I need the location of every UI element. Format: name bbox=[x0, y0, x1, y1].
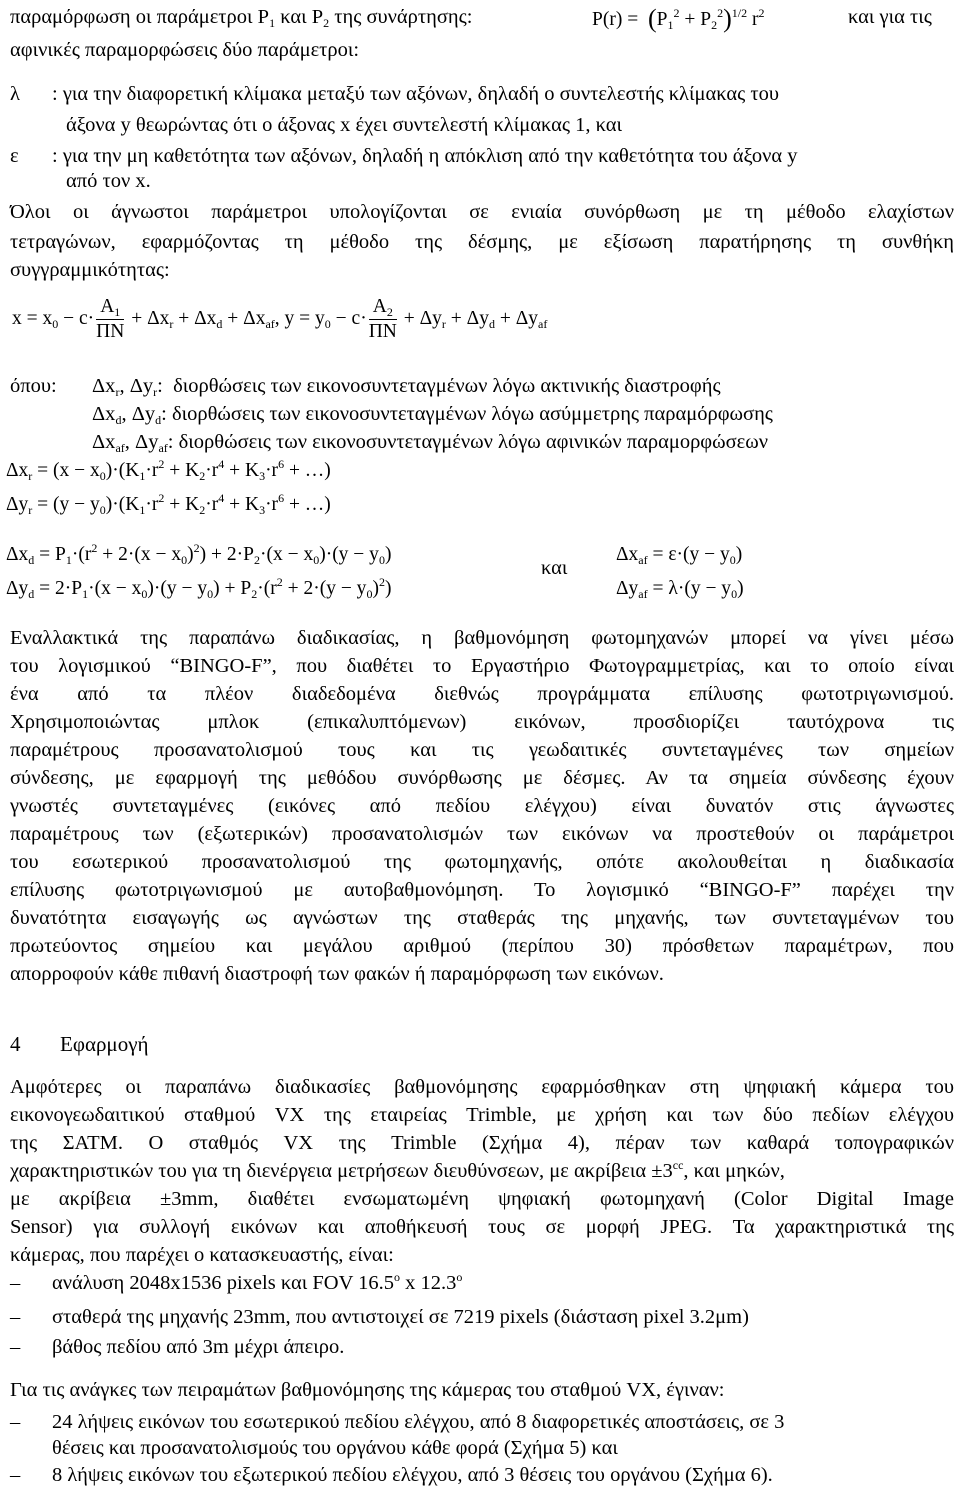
formula-dx-r: $\Delta x_r = (x - x_0)\cdot(K_1\cdot r^2 + K_2\cdot r^4 + K_3\cdot r^6$ + …) bbox=[6, 457, 331, 483]
para2-line-6: σύνδεσης, με εφαρμογή της μεθόδου συνόρθωσης με δέσμες. Αν τα σημεία σύνδεσης έχουν bbox=[10, 767, 954, 789]
pr-formula: $P(r) = (P_1^2 + P_2^2)^{1/2}$ $r^2$ bbox=[592, 4, 765, 33]
and-word: και bbox=[541, 557, 568, 579]
formula-dx-af: $\Delta x_{af} = \varepsilon\cdot(y - y_0)$ bbox=[616, 544, 743, 567]
para3-line-2: εικονογεωδαιτικού σταθμού VX της εταιρείας Trimble, με χρήση και των δύο πεδίων ελέγχου bbox=[10, 1104, 954, 1126]
para3-line-4 bbox=[10, 1159, 785, 1184]
para2-line-13: απορροφούν κάθε πιθανή διαστροφή των φακών ή παραμόρφωση των εικόνων. bbox=[10, 963, 664, 985]
para1-line-3: συγγραμμικότητας: bbox=[10, 259, 170, 281]
para2-line-11: δυνατότητα εισαγωγής ως αγνώστων της σταθεράς της μηχανής, των συντεταγμένων του bbox=[10, 907, 954, 929]
para3-line-4-tail: , και μηκών, bbox=[683, 1160, 785, 1182]
frac1-num: A bbox=[100, 296, 115, 317]
intro-mid: και P bbox=[280, 6, 324, 28]
spec-item-2: σταθερά της μηχανής 23mm, που αντιστοιχεί σε 7219 pixels (διάσταση pixel 3.2μm) bbox=[52, 1306, 749, 1328]
where-row-1-desc: διορθώσεις των εικονοσυντεταγμένων λόγω ακτινικής διαστροφής bbox=[173, 375, 721, 397]
intro-text: παραμόρφωση οι παράμετροι P bbox=[10, 6, 270, 28]
para3-line-7: κάμερας, που παρέχει ο κατασκευαστής, είναι: bbox=[10, 1244, 394, 1266]
formula-dy-r: $\Delta y_r = (y - y_0)\cdot(K_1\cdot r^2 + K_2\cdot r^4 + K_3\cdot r^6$ + …) bbox=[6, 491, 331, 517]
spec-dash-1: – bbox=[10, 1272, 21, 1294]
where-row-3: $\Delta x_{af}$, $\Delta y_{af}$: διορθώσεις των εικονοσυντεταγμένων λόγω αφινικών παραμορφώσεων bbox=[92, 431, 769, 455]
para2-line-2: του λογισμικού “BINGO-F”, που διαθέτει το Εργαστήριο Φωτογραμμετρίας, και το οποίο είναι bbox=[10, 655, 954, 677]
where-row-2: $\Delta x_d$, $\Delta y_d$: διορθώσεις των εικονοσυντεταγμένων λόγω ασύμμετρης παραμόρφωσης bbox=[92, 403, 773, 427]
spec-item-3: βάθος πεδίου από 3m μέχρι άπειρο. bbox=[52, 1336, 345, 1358]
exp-dash-2: – bbox=[10, 1464, 21, 1486]
lambda-symbol: λ bbox=[10, 83, 20, 105]
formula-dy-d: $\Delta y_d = 2\cdot P_1\cdot(x - x_0)\cdot(y - y_0) + P_2\cdot(r^2 + 2\cdot(y - y_0)^2)$ bbox=[6, 575, 392, 601]
frac1-den: ΠΝ bbox=[96, 321, 125, 342]
lambda-desc-2: άξονα y θεωρώντας ότι ο άξονας x έχει συντελεστή κλίμακας 1, και bbox=[66, 114, 623, 136]
spec-item-1-b: x 12.3 bbox=[405, 1272, 457, 1294]
para2-line-5: παραμέτρους προσανατολισμού τους και τις γεωδαιτικές συντεταγμένες των σημείων bbox=[10, 739, 954, 761]
deg-mark-2: o bbox=[456, 1270, 463, 1284]
para2-line-12: πρωτεύοντος σημείου και μεγάλου αριθμού (περίπου 30) πρόσθετων παραμέτρων, που bbox=[10, 935, 954, 957]
spec-dash-2: – bbox=[10, 1306, 21, 1328]
exp-item-2: 8 λήψεις εικόνων του εξωτερικού πεδίου ελέγχου, από 3 θέσεις του οργάνου (Σχήμα 6). bbox=[52, 1464, 773, 1486]
epsilon-symbol: ε bbox=[10, 145, 19, 167]
section-title: Εφαρμογή bbox=[60, 1032, 149, 1056]
para3-line-6: Sensor) για συλλογή εικόνων και αποθήκευσή τους σε μορφή JPEG. Τα χαρακτηριστικά της bbox=[10, 1216, 954, 1238]
intro-line-1: παραμόρφωση οι παράμετροι $P_1$ και $P_2$ της συνάρτησης: bbox=[10, 6, 473, 30]
intro-func: της συνάρτησης: bbox=[334, 6, 473, 28]
lambda-desc-1: : για την διαφορετική κλίμακα μεταξύ των αξόνων, δηλαδή ο συντελεστής κλίμακας του bbox=[52, 83, 780, 105]
intro-line-2: αφινικές παραμορφώσεις δύο παράμετροι: bbox=[10, 39, 360, 61]
spec-item-1-a: ανάλυση 2048x1536 pixels και FOV 16.5 bbox=[52, 1272, 395, 1294]
where-row-3-desc: διορθώσεις των εικονοσυντεταγμένων λόγω αφινικών παραμορφώσεων bbox=[178, 431, 769, 453]
para3-line-1: Αμφότερες οι παραπάνω διαδικασίες βαθμονόμησης εφαρμόσθηκαν στη ψηφιακή κάμερα του bbox=[10, 1076, 954, 1098]
formula-dy-af: $\Delta y_{af} = \lambda\cdot(y - y_0)$ bbox=[616, 578, 744, 601]
intro-tail: και για τις bbox=[848, 6, 932, 28]
para1-line-1: Όλοι οι άγνωστοι παράμετροι υπολογίζονται σε ενιαία συνόρθωση με τη μέθοδο ελαχίστων bbox=[10, 201, 954, 223]
formula-dx-d: $\Delta x_d = P_1\cdot(r^2 + 2\cdot(x - x_0)^2) + 2\cdot P_2\cdot(x - x_0)\cdot(y - y_0)$ bbox=[6, 541, 392, 567]
para2-line-10: επίλυσης φωτοτριγωνισμού με αυτοβαθμονόμηση. Το λογισμικό “BINGO-F” παρέχει την bbox=[10, 879, 954, 901]
para4-line-1: Για τις ανάγκες των πειραμάτων βαθμονόμησης της κάμερας του σταθμού VX, έγιναν: bbox=[10, 1379, 725, 1401]
para2-line-7: γνωστές συντεταγμένες (εικόνες από πεδίου ελέγχου) είναι δυνατόν στις άγνωστες bbox=[10, 795, 954, 817]
para2-line-3: ένα από τα πλέον διαδεδομένα διεθνώς προγράμματα επίλυσης φωτοτριγωνισμού. bbox=[10, 683, 954, 705]
exp-dash-1: – bbox=[10, 1411, 21, 1433]
para3-line-4-text: χαρακτηριστικών του για τη διενέργεια μετρήσεων διευθύνσεων, με ακρίβεια ±3 bbox=[10, 1160, 673, 1182]
where-label: όπου: bbox=[10, 375, 57, 397]
where-row-2-desc: διορθώσεις των εικονοσυντεταγμένων λόγω ασύμμετρης παραμόρφωσης bbox=[171, 403, 773, 425]
where-row-1: $\Delta x_r$, $\Delta y_r$: διορθώσεις των εικονοσυντεταγμένων λόγω ακτινικής διαστροφής bbox=[92, 375, 721, 399]
exp-item-1-line-2: θέσεις και προσανατολισμούς του οργάνου κάθε φορά (Σχήμα 5) και bbox=[52, 1437, 618, 1459]
para2-line-9: του εσωτερικού προσανατολισμού της φωτομηχανής, οπότε ακολουθείται η διαδικασία bbox=[10, 851, 954, 873]
frac2-num: A bbox=[372, 296, 387, 317]
spec-item-1 bbox=[52, 1271, 462, 1296]
epsilon-desc-1: : για την μη καθετότητα των αξόνων, δηλαδή η απόκλιση από την καθετότητα του άξονα y bbox=[52, 145, 798, 167]
para3-line-3: της ΣΑΤΜ. Ο σταθμός VX της Trimble (Σχήμα 4), πέραν των καθαρά τοπογραφικών bbox=[10, 1132, 954, 1154]
para3-line-5: με ακρίβεια ±3mm, διαθέτει ενσωματωμένη ψηφιακή φωτομηχανή (Color Digital Image bbox=[10, 1188, 954, 1210]
para2-line-8: παραμέτρους των (εξωτερικών) προσανατολισμών των εικόνων να προστεθούν οι παράμετροι bbox=[10, 823, 954, 845]
pr-lhs: P(r) = bbox=[592, 9, 639, 30]
collinearity-equation: $x = x_0 - c\cdot$ $\frac{A_1}{\Pi N}$ + $\Delta x_r + \Delta x_d + \Delta x_{af}$, $y = y_0 - c\cdot$ $\frac{A_2}{\Pi N}$ + $\Delta y_r + \Delta y_d + \Delta y_{af}$ bbox=[12, 296, 548, 342]
para3-line-4-sup: cc bbox=[672, 1158, 684, 1172]
para2-line-4: Χρησιμοποιώντας μπλοκ (επικαλυπτόμενων) εικόνων, προσδιορίζει ταυτόχρονα τις bbox=[10, 711, 954, 733]
section-number: 4 bbox=[10, 1032, 21, 1056]
exp-item-1-line-1: 24 λήψεις εικόνων του εσωτερικού πεδίου ελέγχου, από 8 διαφορετικές αποστάσεις, σε 3 bbox=[52, 1411, 785, 1433]
spec-dash-3: – bbox=[10, 1336, 21, 1358]
epsilon-desc-2: από τον x. bbox=[66, 170, 151, 192]
para2-line-1: Εναλλακτικά της παραπάνω διαδικασίας, η βαθμονόμηση φωτομηχανών μπορεί να γίνει μέσω bbox=[10, 627, 954, 649]
deg-mark-1: o bbox=[394, 1270, 401, 1284]
frac2-den: ΠΝ bbox=[368, 321, 397, 342]
para1-line-2: τετραγώνων, εφαρμόζοντας τη μέθοδο της δέσμης, με εξίσωση παρατήρησης τη συνθήκη bbox=[10, 231, 954, 253]
